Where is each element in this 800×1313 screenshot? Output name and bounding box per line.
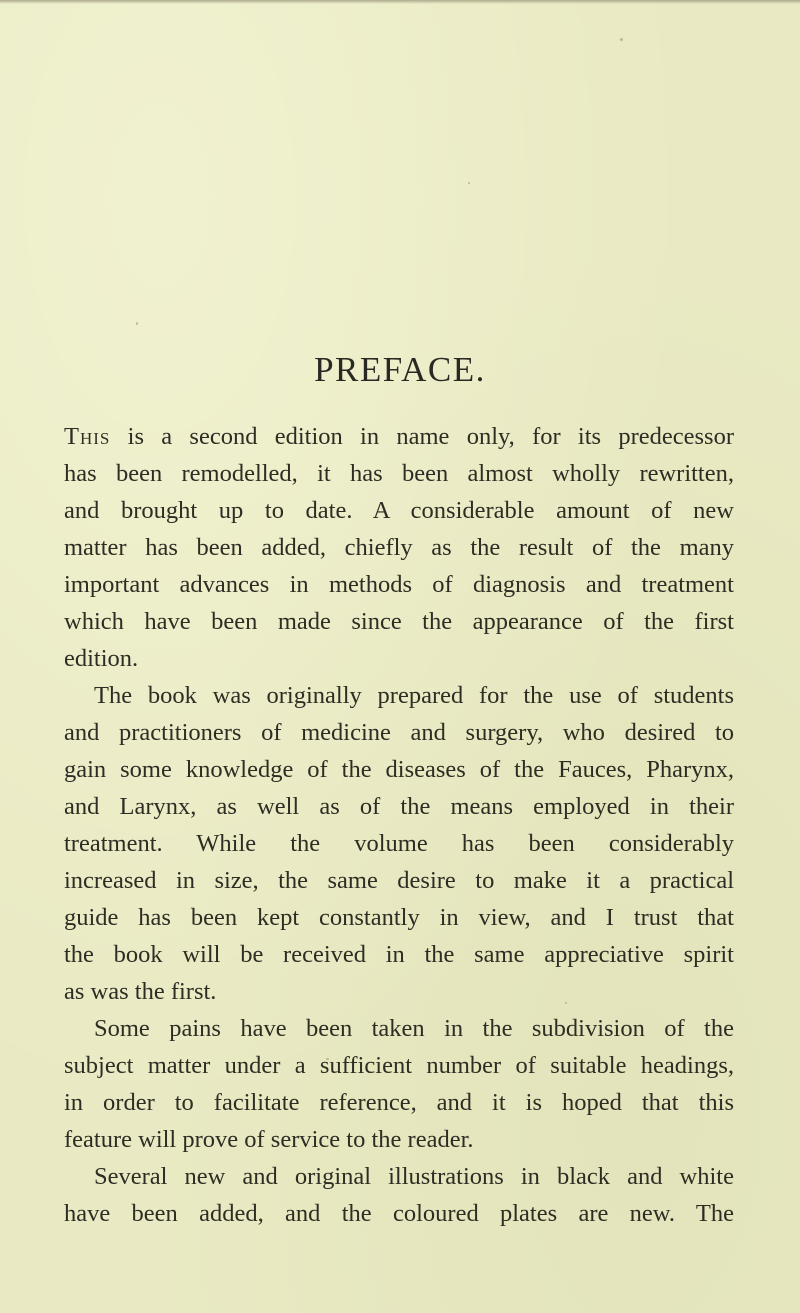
text-line: increased in size, the same desire to make it a practical — [64, 867, 734, 894]
text-line: as was the first. — [64, 978, 217, 1005]
text-line: treatment. While the volume has been considerably — [64, 830, 734, 857]
text-line: matter has been added, chiefly as the result of the many — [64, 534, 734, 561]
paper-speck — [620, 38, 623, 41]
text-line: feature will prove of service to the reader. — [64, 1126, 474, 1153]
paper-speck — [468, 182, 470, 184]
page-top-edge — [0, 0, 800, 4]
text-line: and practitioners of medicine and surgery, who desired to — [64, 719, 734, 746]
text-line: guide has been kept constantly in view, and I trust that — [64, 904, 734, 931]
text-line: gain some knowledge of the diseases of the Fauces, Pharynx, — [64, 756, 734, 783]
text-line: has been remodelled, it has been almost wholly rewritten, — [64, 460, 734, 487]
paragraph-start-line: Several new and original illustrations in black and white — [94, 1163, 734, 1190]
text-line: have been added, and the coloured plates are new. The — [64, 1200, 734, 1227]
text-line: which have been made since the appearance of the first — [64, 608, 734, 635]
text-line: the book will be received in the same appreciative spirit — [64, 941, 734, 968]
text-line: edition. — [64, 645, 139, 672]
text-line: important advances in methods of diagnosis and treatment — [64, 571, 734, 598]
paragraph-start-line: Some pains have been taken in the subdivision of the — [94, 1015, 734, 1042]
text-line — [64, 420, 734, 454]
text-line: and brought up to date. A considerable amount of new — [64, 497, 734, 524]
text-line: and Larynx, as well as of the means employed in their — [64, 793, 734, 820]
paragraph-start-line: The book was originally prepared for the use of students — [94, 682, 734, 709]
page-title: PREFACE. — [314, 350, 486, 389]
paper-speck — [136, 322, 138, 325]
line-text: is a second edition in name only, for its predecessor — [110, 423, 734, 450]
text-line: in order to facilitate reference, and it is hoped that this — [64, 1089, 734, 1116]
drop-word: This — [64, 423, 111, 450]
text-line: subject matter under a sufficient number of suitable headings, — [64, 1052, 734, 1079]
